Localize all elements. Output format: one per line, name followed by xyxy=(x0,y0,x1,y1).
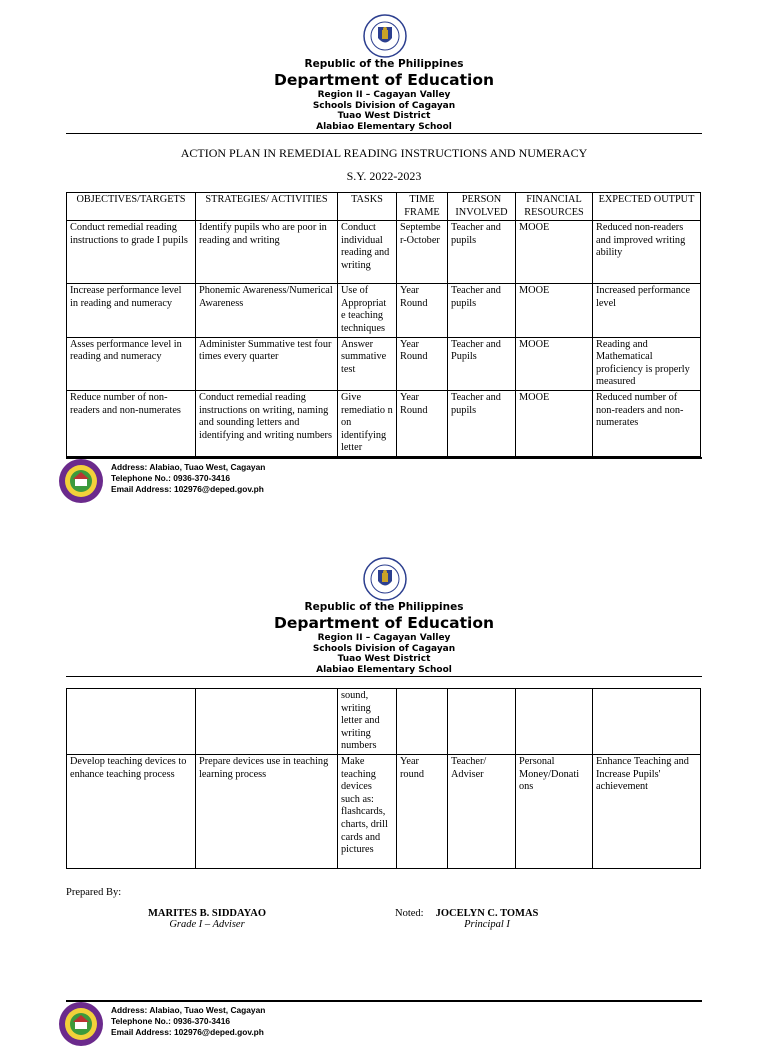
noted-position: Principal I xyxy=(464,919,510,930)
letterhead xyxy=(0,58,768,132)
table-cell: Reduced number of non-readers and non-numerates xyxy=(593,390,701,456)
contact-info xyxy=(111,462,265,495)
table-row xyxy=(67,337,701,390)
preparer-position: Grade I – Adviser xyxy=(169,919,245,930)
table-cell: Year Round xyxy=(397,337,448,390)
table-cell: Asses performance level in reading and numeracy xyxy=(67,337,196,390)
region-text: Region II – Cagayan Valley xyxy=(317,633,451,643)
action-plan-table-continued xyxy=(66,688,701,869)
table-cell: Conduct individual reading and writing xyxy=(338,221,397,284)
telephone-text: Telephone No.: 0936-370-3416 xyxy=(111,1016,231,1026)
column-header: TIME FRAME xyxy=(397,193,448,221)
republic-text: Republic of the Philippines xyxy=(304,601,464,613)
table-cell: Year Round xyxy=(397,390,448,456)
email-text: Email Address: 102976@deped.gov.ph xyxy=(111,484,264,494)
table-header-row xyxy=(67,193,701,221)
page-footer xyxy=(58,1001,718,1051)
noted-block xyxy=(428,908,546,930)
table-cell: MOOE xyxy=(516,390,593,456)
table-cell: Reading and Mathematical proficiency is properly measured xyxy=(593,337,701,390)
table-cell: Make teaching devices such as: flashcards, charts, drill cards and pictures xyxy=(338,754,397,868)
prepared-by-label: Prepared By: xyxy=(66,887,122,898)
column-header: OBJECTIVES/TARGETS xyxy=(67,193,196,221)
deped-seal-icon xyxy=(363,557,407,601)
school-logo-icon xyxy=(58,1001,104,1047)
column-header: TASKS xyxy=(338,193,397,221)
document-title: ACTION PLAN IN REMEDIAL READING INSTRUCTIONS AND NUMERACY xyxy=(180,146,588,160)
page-footer xyxy=(58,458,718,508)
table-cell: Identify pupils who are poor in reading and writing xyxy=(196,221,338,284)
table-cell xyxy=(516,689,593,755)
header-divider xyxy=(66,676,702,677)
table-cell: Enhance Teaching and Increase Pupils' achievement xyxy=(593,754,701,868)
table-cell: Increase performance level in reading and numeracy xyxy=(67,284,196,337)
column-header: FINANCIAL RESOURCES xyxy=(516,193,593,221)
table-row xyxy=(67,284,701,337)
division-text: Schools Division of Cagayan xyxy=(312,100,456,111)
letterhead xyxy=(0,601,768,675)
school-year: S.Y. 2022-2023 xyxy=(346,169,422,183)
table-cell: sound, writing letter and writing numbers xyxy=(338,689,397,755)
contact-info xyxy=(111,1005,265,1038)
noted-name: JOCELYN C. TOMAS xyxy=(435,908,539,919)
table-cell: Increased performance level xyxy=(593,284,701,337)
preparer-name: MARITES B. SIDDAYAO xyxy=(148,908,266,919)
table-cell: Septembe r-October xyxy=(397,221,448,284)
school-text: Alabiao Elementary School xyxy=(316,121,452,132)
table-row xyxy=(67,754,701,868)
noted-label: Noted: xyxy=(395,908,424,919)
table-cell: Prepare devices use in teaching learning process xyxy=(196,754,338,868)
region-text: Region II – Cagayan Valley xyxy=(317,90,451,100)
table-cell xyxy=(67,689,196,755)
department-text: Department of Education xyxy=(273,614,495,632)
table-cell: Phonemic Awareness/Numerical Awareness xyxy=(196,284,338,337)
table-cell: Year Round xyxy=(397,284,448,337)
table-cell: Teacher and pupils xyxy=(448,221,516,284)
table-cell: MOOE xyxy=(516,284,593,337)
column-header: PERSON INVOLVED xyxy=(448,193,516,221)
deped-seal-icon xyxy=(363,14,407,58)
republic-text: Republic of the Philippines xyxy=(304,58,464,70)
table-cell: Personal Money/Donati ons xyxy=(516,754,593,868)
action-plan-table xyxy=(66,192,701,457)
column-header: STRATEGIES/ ACTIVITIES xyxy=(196,193,338,221)
table-cell: Answer summative test xyxy=(338,337,397,390)
table-cell: Year round xyxy=(397,754,448,868)
district-text: Tuao West District xyxy=(337,654,431,665)
table-cell: Use of Appropriat e teaching techniques xyxy=(338,284,397,337)
address-text: Address: Alabiao, Tuao West, Cagayan xyxy=(111,1005,266,1015)
division-text: Schools Division of Cagayan xyxy=(312,643,456,654)
table-row xyxy=(67,221,701,284)
table-cell: Teacher and pupils xyxy=(448,390,516,456)
table-cell: Conduct remedial reading instructions to grade I pupils xyxy=(67,221,196,284)
email-text: Email Address: 102976@deped.gov.ph xyxy=(111,1027,264,1037)
preparer-block xyxy=(142,908,272,930)
table-cell: Teacher and Pupils xyxy=(448,337,516,390)
table-cell: Reduced non-readers and improved writing ability xyxy=(593,221,701,284)
school-logo-icon xyxy=(58,458,104,504)
table-cell xyxy=(196,689,338,755)
table-cell: MOOE xyxy=(516,221,593,284)
table-row xyxy=(67,689,701,755)
telephone-text: Telephone No.: 0936-370-3416 xyxy=(111,473,231,483)
table-cell: MOOE xyxy=(516,337,593,390)
table-row xyxy=(67,390,701,456)
table-cell: Develop teaching devices to enhance teaching process xyxy=(67,754,196,868)
column-header: EXPECTED OUTPUT xyxy=(593,193,701,221)
table-cell: Conduct remedial reading instructions on writing, naming and sounding letters and identifying and writing numbers xyxy=(196,390,338,456)
table-cell: Teacher/ Adviser xyxy=(448,754,516,868)
table-cell: Teacher and pupils xyxy=(448,284,516,337)
table-cell xyxy=(593,689,701,755)
table-cell: Give remediatio n on identifying letter xyxy=(338,390,397,456)
header-divider xyxy=(66,133,702,134)
table-cell xyxy=(448,689,516,755)
address-text: Address: Alabiao, Tuao West, Cagayan xyxy=(111,462,266,472)
school-text: Alabiao Elementary School xyxy=(316,664,452,675)
table-cell xyxy=(397,689,448,755)
table-cell: Reduce number of non-readers and non-numerates xyxy=(67,390,196,456)
department-text: Department of Education xyxy=(273,71,495,89)
district-text: Tuao West District xyxy=(337,111,431,122)
table-cell: Administer Summative test four times every quarter xyxy=(196,337,338,390)
